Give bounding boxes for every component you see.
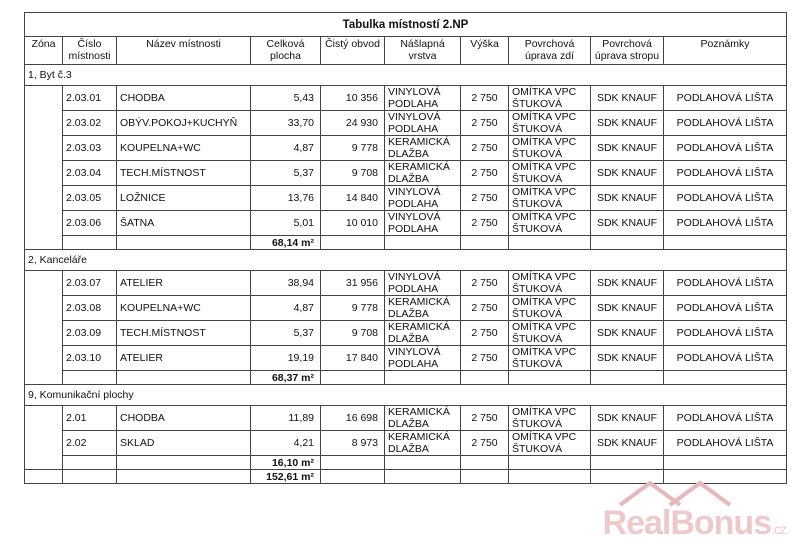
cell-perimeter: 8 973 bbox=[321, 431, 385, 456]
table-row bbox=[25, 296, 787, 321]
table-row bbox=[25, 136, 787, 161]
zone-total-row bbox=[25, 371, 787, 385]
cell-area: 4,87 bbox=[251, 296, 321, 321]
cell-area: 19,19 bbox=[251, 346, 321, 371]
cell-id: 2.03.04 bbox=[63, 161, 117, 186]
cell-id: 2.03.06 bbox=[63, 211, 117, 236]
zone-cell bbox=[25, 111, 63, 136]
zone-total: 68,37 m² bbox=[251, 371, 321, 385]
cell-id: 2.03.08 bbox=[63, 296, 117, 321]
cell-name: SKLAD bbox=[117, 431, 251, 456]
cell-area: 4,87 bbox=[251, 136, 321, 161]
cell-floor: VINYLOVÁ PODLAHA bbox=[385, 346, 461, 371]
cell-walls: OMÍTKA VPC ŠTUKOVÁ bbox=[509, 186, 591, 211]
empty-cell bbox=[461, 371, 509, 385]
cell-perimeter: 14 840 bbox=[321, 186, 385, 211]
zone-cell bbox=[25, 211, 63, 236]
cell-ceiling: SDK KNAUF bbox=[591, 86, 664, 111]
cell-id: 2.03.01 bbox=[63, 86, 117, 111]
cell-perimeter: 9 778 bbox=[321, 136, 385, 161]
empty-cell bbox=[117, 456, 251, 470]
empty-cell bbox=[321, 470, 385, 484]
column-header: Zóna bbox=[25, 37, 63, 65]
cell-height: 2 750 bbox=[461, 211, 509, 236]
cell-notes: PODLAHOVÁ LIŠTA bbox=[664, 431, 787, 456]
cell-ceiling: SDK KNAUF bbox=[591, 406, 664, 431]
cell-notes: PODLAHOVÁ LIŠTA bbox=[664, 321, 787, 346]
empty-cell bbox=[117, 236, 251, 250]
cell-perimeter: 10 356 bbox=[321, 86, 385, 111]
watermark-roof-icon bbox=[610, 479, 760, 507]
empty-cell bbox=[321, 371, 385, 385]
cell-walls: OMÍTKA VPC ŠTUKOVÁ bbox=[509, 136, 591, 161]
table-row bbox=[25, 111, 787, 136]
cell-height: 2 750 bbox=[461, 86, 509, 111]
cell-height: 2 750 bbox=[461, 271, 509, 296]
empty-cell bbox=[385, 456, 461, 470]
column-header: Výška bbox=[461, 37, 509, 65]
empty-cell bbox=[509, 470, 591, 484]
empty-cell bbox=[461, 456, 509, 470]
empty-cell bbox=[664, 371, 787, 385]
empty-cell bbox=[461, 470, 509, 484]
cell-name: ŠATNA bbox=[117, 211, 251, 236]
table-row bbox=[25, 271, 787, 296]
cell-floor: VINYLOVÁ PODLAHA bbox=[385, 86, 461, 111]
cell-floor: KERAMICKÁ DLAŽBA bbox=[385, 136, 461, 161]
zone-name: 1, Byt č.3 bbox=[25, 65, 787, 86]
empty-cell bbox=[591, 456, 664, 470]
cell-name: TECH.MÍSTNOST bbox=[117, 321, 251, 346]
cell-notes: PODLAHOVÁ LIŠTA bbox=[664, 86, 787, 111]
cell-ceiling: SDK KNAUF bbox=[591, 136, 664, 161]
cell-ceiling: SDK KNAUF bbox=[591, 346, 664, 371]
grand-total: 152,61 m² bbox=[251, 470, 321, 484]
cell-ceiling: SDK KNAUF bbox=[591, 211, 664, 236]
column-header: Povrchová úprava zdí bbox=[509, 37, 591, 65]
cell-floor: KERAMICKÁ DLAŽBA bbox=[385, 406, 461, 431]
cell-id: 2.03.09 bbox=[63, 321, 117, 346]
cell-perimeter: 31 956 bbox=[321, 271, 385, 296]
room-table bbox=[24, 12, 787, 484]
table-row bbox=[25, 406, 787, 431]
column-header: Čistý obvod bbox=[321, 37, 385, 65]
empty-cell bbox=[385, 236, 461, 250]
table-row bbox=[25, 211, 787, 236]
cell-height: 2 750 bbox=[461, 431, 509, 456]
zone-cell bbox=[25, 296, 63, 321]
cell-area: 33,70 bbox=[251, 111, 321, 136]
empty-cell bbox=[385, 470, 461, 484]
table-title: Tabulka místností 2.NP bbox=[25, 13, 787, 37]
column-header: Název místnosti bbox=[117, 37, 251, 65]
table-row bbox=[25, 321, 787, 346]
cell-walls: OMÍTKA VPC ŠTUKOVÁ bbox=[509, 346, 591, 371]
empty-cell bbox=[664, 456, 787, 470]
column-header: Povrchová úprava stropu bbox=[591, 37, 664, 65]
cell-notes: PODLAHOVÁ LIŠTA bbox=[664, 111, 787, 136]
cell-area: 5,37 bbox=[251, 321, 321, 346]
empty-cell bbox=[63, 470, 117, 484]
zone-total-row bbox=[25, 456, 787, 470]
cell-ceiling: SDK KNAUF bbox=[591, 161, 664, 186]
cell-id: 2.03.10 bbox=[63, 346, 117, 371]
zone-cell bbox=[25, 236, 63, 250]
empty-cell bbox=[63, 236, 117, 250]
cell-area: 5,01 bbox=[251, 211, 321, 236]
cell-height: 2 750 bbox=[461, 136, 509, 161]
empty-cell bbox=[117, 371, 251, 385]
cell-floor: KERAMICKÁ DLAŽBA bbox=[385, 321, 461, 346]
cell-walls: OMÍTKA VPC ŠTUKOVÁ bbox=[509, 111, 591, 136]
cell-name: LOŽNICE bbox=[117, 186, 251, 211]
zone-total: 16,10 m² bbox=[251, 456, 321, 470]
cell-perimeter: 16 698 bbox=[321, 406, 385, 431]
zone-cell bbox=[25, 271, 63, 296]
zone-row bbox=[25, 250, 787, 271]
zone-cell bbox=[25, 346, 63, 371]
column-header: Celková plocha bbox=[251, 37, 321, 65]
cell-id: 2.02 bbox=[63, 431, 117, 456]
empty-cell bbox=[509, 236, 591, 250]
cell-name: TECH.MÍSTNOST bbox=[117, 161, 251, 186]
cell-perimeter: 24 930 bbox=[321, 111, 385, 136]
empty-cell bbox=[385, 371, 461, 385]
empty-cell bbox=[63, 456, 117, 470]
zone-cell bbox=[25, 186, 63, 211]
header-row bbox=[25, 37, 787, 65]
cell-notes: PODLAHOVÁ LIŠTA bbox=[664, 346, 787, 371]
cell-walls: OMÍTKA VPC ŠTUKOVÁ bbox=[509, 211, 591, 236]
empty-cell bbox=[25, 470, 63, 484]
cell-floor: KERAMICKÁ DLAŽBA bbox=[385, 161, 461, 186]
cell-walls: OMÍTKA VPC ŠTUKOVÁ bbox=[509, 161, 591, 186]
zone-cell bbox=[25, 431, 63, 456]
cell-name: KOUPELNA+WC bbox=[117, 136, 251, 161]
zone-row bbox=[25, 65, 787, 86]
cell-floor: KERAMICKÁ DLAŽBA bbox=[385, 431, 461, 456]
zone-name: 2, Kanceláře bbox=[25, 250, 787, 271]
zone-cell bbox=[25, 161, 63, 186]
cell-area: 13,76 bbox=[251, 186, 321, 211]
empty-cell bbox=[321, 236, 385, 250]
empty-cell bbox=[509, 371, 591, 385]
cell-floor: VINYLOVÁ PODLAHA bbox=[385, 211, 461, 236]
zone-cell bbox=[25, 456, 63, 470]
zone-cell bbox=[25, 321, 63, 346]
cell-notes: PODLAHOVÁ LIŠTA bbox=[664, 136, 787, 161]
cell-walls: OMÍTKA VPC ŠTUKOVÁ bbox=[509, 86, 591, 111]
empty-cell bbox=[117, 470, 251, 484]
cell-walls: OMÍTKA VPC ŠTUKOVÁ bbox=[509, 321, 591, 346]
zone-name: 9, Komunikační plochy bbox=[25, 385, 787, 406]
cell-name: ATELIER bbox=[117, 346, 251, 371]
cell-id: 2.03.07 bbox=[63, 271, 117, 296]
cell-height: 2 750 bbox=[461, 346, 509, 371]
cell-name: ATELIER bbox=[117, 271, 251, 296]
cell-area: 38,94 bbox=[251, 271, 321, 296]
zone-cell bbox=[25, 136, 63, 161]
table-row bbox=[25, 431, 787, 456]
cell-ceiling: SDK KNAUF bbox=[591, 111, 664, 136]
empty-cell bbox=[591, 371, 664, 385]
watermark-logo bbox=[603, 504, 786, 543]
cell-name: CHODBA bbox=[117, 86, 251, 111]
cell-walls: OMÍTKA VPC ŠTUKOVÁ bbox=[509, 431, 591, 456]
cell-ceiling: SDK KNAUF bbox=[591, 296, 664, 321]
watermark-text: RealBonus bbox=[602, 504, 772, 542]
cell-perimeter: 9 708 bbox=[321, 161, 385, 186]
empty-cell bbox=[321, 456, 385, 470]
cell-height: 2 750 bbox=[461, 186, 509, 211]
column-header: Poznámky bbox=[664, 37, 787, 65]
cell-id: 2.03.02 bbox=[63, 111, 117, 136]
cell-notes: PODLAHOVÁ LIŠTA bbox=[664, 296, 787, 321]
empty-cell bbox=[591, 236, 664, 250]
cell-name: KOUPELNA+WC bbox=[117, 296, 251, 321]
empty-cell bbox=[63, 371, 117, 385]
cell-ceiling: SDK KNAUF bbox=[591, 431, 664, 456]
cell-name: CHODBA bbox=[117, 406, 251, 431]
cell-area: 5,43 bbox=[251, 86, 321, 111]
zone-total: 68,14 m² bbox=[251, 236, 321, 250]
cell-height: 2 750 bbox=[461, 296, 509, 321]
cell-id: 2.03.03 bbox=[63, 136, 117, 161]
zone-cell bbox=[25, 86, 63, 111]
cell-floor: KERAMICKÁ DLAŽBA bbox=[385, 296, 461, 321]
cell-perimeter: 10 010 bbox=[321, 211, 385, 236]
cell-id: 2.03.05 bbox=[63, 186, 117, 211]
cell-area: 11,89 bbox=[251, 406, 321, 431]
cell-id: 2.01 bbox=[63, 406, 117, 431]
column-header: Číslo místnosti bbox=[63, 37, 117, 65]
cell-ceiling: SDK KNAUF bbox=[591, 271, 664, 296]
cell-name: OBÝV.POKOJ+KUCHYŇ bbox=[117, 111, 251, 136]
table-row bbox=[25, 346, 787, 371]
cell-height: 2 750 bbox=[461, 406, 509, 431]
table-row bbox=[25, 161, 787, 186]
cell-notes: PODLAHOVÁ LIŠTA bbox=[664, 211, 787, 236]
cell-perimeter: 9 708 bbox=[321, 321, 385, 346]
cell-floor: VINYLOVÁ PODLAHA bbox=[385, 111, 461, 136]
zone-total-row bbox=[25, 236, 787, 250]
zone-cell bbox=[25, 371, 63, 385]
cell-area: 5,37 bbox=[251, 161, 321, 186]
cell-height: 2 750 bbox=[461, 111, 509, 136]
cell-notes: PODLAHOVÁ LIŠTA bbox=[664, 406, 787, 431]
cell-walls: OMÍTKA VPC ŠTUKOVÁ bbox=[509, 406, 591, 431]
cell-perimeter: 9 778 bbox=[321, 296, 385, 321]
cell-ceiling: SDK KNAUF bbox=[591, 321, 664, 346]
zone-row bbox=[25, 385, 787, 406]
cell-height: 2 750 bbox=[461, 321, 509, 346]
column-header: Nášlapná vrstva bbox=[385, 37, 461, 65]
empty-cell bbox=[664, 236, 787, 250]
cell-notes: PODLAHOVÁ LIŠTA bbox=[664, 271, 787, 296]
watermark-suffix: .cz bbox=[771, 521, 786, 537]
cell-notes: PODLAHOVÁ LIŠTA bbox=[664, 161, 787, 186]
cell-floor: VINYLOVÁ PODLAHA bbox=[385, 186, 461, 211]
cell-walls: OMÍTKA VPC ŠTUKOVÁ bbox=[509, 271, 591, 296]
cell-walls: OMÍTKA VPC ŠTUKOVÁ bbox=[509, 296, 591, 321]
cell-area: 4,21 bbox=[251, 431, 321, 456]
cell-floor: VINYLOVÁ PODLAHA bbox=[385, 271, 461, 296]
empty-cell bbox=[461, 236, 509, 250]
cell-notes: PODLAHOVÁ LIŠTA bbox=[664, 186, 787, 211]
table-row bbox=[25, 186, 787, 211]
cell-height: 2 750 bbox=[461, 161, 509, 186]
empty-cell bbox=[509, 456, 591, 470]
table-body bbox=[25, 65, 787, 484]
table-row bbox=[25, 86, 787, 111]
cell-perimeter: 17 840 bbox=[321, 346, 385, 371]
cell-ceiling: SDK KNAUF bbox=[591, 186, 664, 211]
zone-cell bbox=[25, 406, 63, 431]
